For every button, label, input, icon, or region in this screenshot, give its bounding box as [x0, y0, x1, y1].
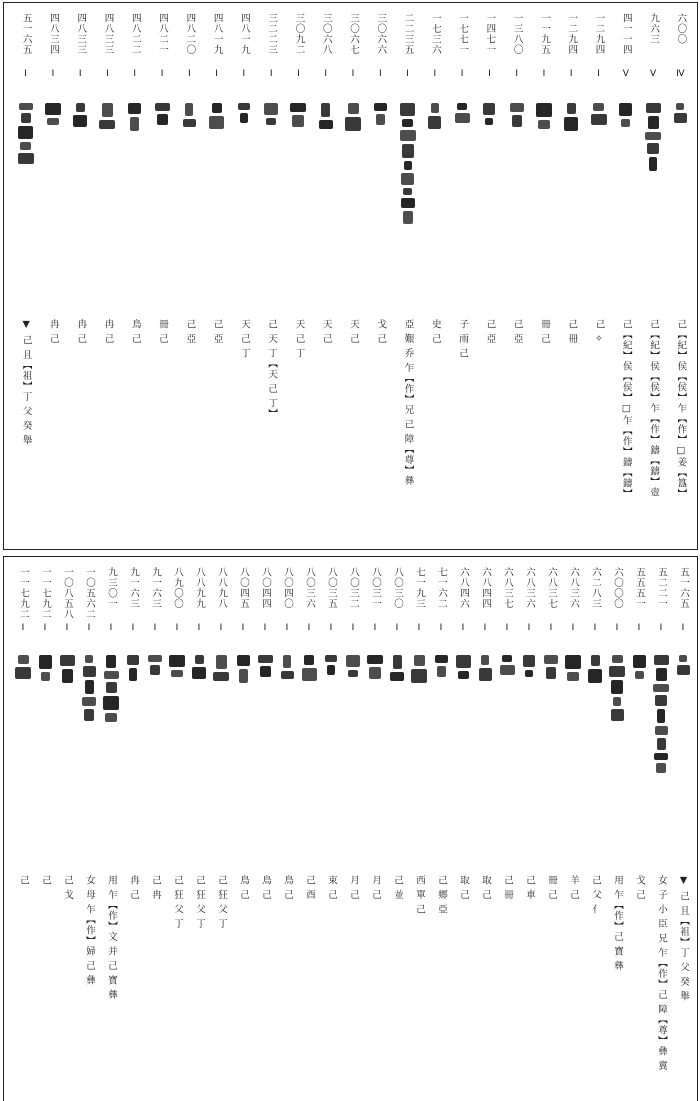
table-row: [82, 557, 96, 1101]
period-numeral: Ⅰ: [260, 623, 270, 634]
catalog-number: 八〇三二: [348, 567, 359, 609]
transcription: 冊 己: [546, 875, 557, 901]
bronze-inscription-glyph-icon: [123, 655, 143, 684]
bronze-inscription-glyph-icon: [409, 655, 429, 686]
period-numeral: Ⅰ: [40, 623, 50, 634]
bronze-inscription-glyph-icon: [234, 103, 254, 126]
transcription: 己: [40, 875, 51, 886]
catalog-number: 八八九八: [216, 567, 227, 609]
bronze-inscription-glyph-icon: [70, 103, 90, 130]
catalog-number: 一三八〇: [511, 13, 523, 55]
catalog-number: 四八三四: [47, 13, 59, 55]
table-row: [373, 3, 387, 549]
period-numeral: Ⅰ: [320, 69, 331, 80]
transcription: 己【紀】侯【侯】乍【作】□姜【簋】: [675, 319, 687, 499]
table-row: [646, 3, 660, 549]
bronze-inscription-glyph-icon: [343, 655, 363, 680]
bronze-inscription-glyph-icon: [43, 103, 63, 128]
table-row: [302, 557, 316, 1101]
table-row: [60, 557, 74, 1101]
catalog-number: 六八三七: [546, 567, 557, 609]
transcription: 己【紀】侯【侯】□乍【作】鑄【鑄】: [620, 319, 632, 499]
table-row: [610, 557, 624, 1101]
transcription: 取 己: [480, 875, 491, 901]
bronze-inscription-glyph-icon: [13, 655, 33, 682]
period-numeral: Ⅰ: [502, 623, 512, 634]
table-row: [544, 557, 558, 1101]
table-row: [456, 557, 470, 1101]
bronze-inscription-glyph-icon: [534, 103, 554, 132]
period-numeral: Ⅰ: [414, 623, 424, 634]
catalog-number: 六〇〇: [675, 13, 687, 45]
table-row: [592, 3, 606, 549]
period-numeral: Ⅰ: [172, 623, 182, 634]
table-row: [368, 557, 382, 1101]
period-numeral: Ⅰ: [348, 623, 358, 634]
table-row: [214, 557, 228, 1101]
table-row: [676, 557, 690, 1101]
catalog-number: 六八三七: [502, 567, 513, 609]
period-numeral: Ⅰ: [20, 69, 31, 80]
period-numeral: Ⅰ: [326, 623, 336, 634]
bronze-inscription-glyph-icon: [507, 103, 527, 130]
period-numeral: Ⅰ: [106, 623, 116, 634]
catalog-number: 八〇三〇: [392, 567, 403, 609]
period-numeral: Ⅰ: [150, 623, 160, 634]
transcription: 己 狂 父 丁: [194, 875, 205, 930]
catalog-number: 一七三六: [429, 13, 441, 55]
transcription: 冉 己: [75, 319, 87, 345]
period-numeral: Ⅰ: [304, 623, 314, 634]
catalog-number: 八〇四四: [260, 567, 271, 609]
bronze-inscription-glyph-icon: [563, 655, 583, 684]
bronze-inscription-glyph-icon: [343, 103, 363, 134]
bronze-inscription-glyph-icon: [125, 103, 145, 134]
bronze-inscription-glyph-icon: [261, 103, 281, 128]
period-numeral: Ⅰ: [392, 623, 402, 634]
catalog-number: 三〇九二: [293, 13, 305, 55]
bronze-inscription-glyph-icon: [643, 103, 663, 174]
period-numeral: Ⅰ: [47, 69, 58, 80]
bronze-inscription-glyph-icon: [79, 655, 99, 724]
table-row: [155, 3, 169, 549]
table-row: [38, 557, 52, 1101]
table-row: [390, 557, 404, 1101]
bronze-inscription-glyph-icon: [365, 655, 385, 682]
table-row: [478, 557, 492, 1101]
table-row: [632, 557, 646, 1101]
bronze-inscription-glyph-icon: [479, 103, 499, 128]
period-numeral: Ⅰ: [84, 623, 94, 634]
bronze-inscription-glyph-icon: [152, 103, 172, 128]
catalog-number: 八〇三五: [326, 567, 337, 609]
period-numeral: Ⅰ: [238, 623, 248, 634]
table-row: [280, 557, 294, 1101]
transcription: 己: [18, 875, 29, 886]
table-row: [210, 3, 224, 549]
transcription: 己 父 亻: [590, 875, 601, 915]
table-row: [455, 3, 469, 549]
bronze-inscription-glyph-icon: [519, 655, 539, 680]
bronze-inscription-glyph-icon: [35, 655, 55, 684]
period-numeral: Ⅰ: [457, 69, 468, 80]
period-numeral: Ⅰ: [370, 623, 380, 634]
bronze-inscription-glyph-icon: [321, 655, 341, 678]
transcription: 戈 己: [634, 875, 645, 901]
transcription: 羊 己: [568, 875, 579, 901]
period-numeral: Ⅰ: [75, 69, 86, 80]
catalog-number: 八〇四五: [238, 567, 249, 609]
period-numeral: Ⅰ: [216, 623, 226, 634]
period-numeral: Ⅰ: [266, 69, 277, 80]
period-numeral: Ⅰ: [62, 623, 72, 634]
transcription: 己 狂 父 丁: [216, 875, 227, 930]
table-row: [588, 557, 602, 1101]
transcription: 戈 己: [375, 319, 387, 345]
transcription: 鳥 己: [260, 875, 271, 901]
bronze-inscription-glyph-icon: [629, 655, 649, 682]
catalog-number: 六八四六: [458, 567, 469, 609]
period-numeral: Ⅰ: [678, 623, 688, 634]
catalog-number: 四一一四: [620, 13, 632, 55]
table-row: [673, 3, 687, 549]
catalog-number: 六八三六: [568, 567, 579, 609]
catalog-number: 四八三三: [102, 13, 114, 55]
catalog-number: 八〇三一: [370, 567, 381, 609]
transcription: 鳥 己: [282, 875, 293, 901]
period-numeral: Ⅰ: [429, 69, 440, 80]
catalog-number: 三二二三: [266, 13, 278, 55]
period-numeral: Ⅰ: [375, 69, 386, 80]
period-numeral: Ⅴ: [620, 69, 631, 80]
catalog-number: 六八四四: [480, 567, 491, 609]
table-row: [291, 3, 305, 549]
table-row: [264, 3, 278, 549]
table-row: [319, 3, 333, 549]
transcription: 天 己: [320, 319, 332, 345]
transcription: 己 戈: [62, 875, 73, 901]
transcription: ▼ 己 且【祖】丁 父 癸 舉: [678, 875, 689, 1002]
transcription: ▼ 己 且【祖】丁 父 癸 舉: [20, 319, 32, 446]
period-numeral: Ⅳ: [675, 69, 686, 80]
transcription: 己 車: [524, 875, 535, 901]
catalog-number: 四八一九: [211, 13, 223, 55]
transcription: 天 己 丁: [293, 319, 305, 359]
table-row: [73, 3, 87, 549]
catalog-number: 三〇六八: [320, 13, 332, 55]
period-numeral: Ⅰ: [566, 69, 577, 80]
catalog-number: 四八三三: [75, 13, 87, 55]
transcription: 己 亞: [484, 319, 496, 345]
catalog-number: 七一六二: [436, 567, 447, 609]
bronze-inscription-glyph-icon: [57, 655, 77, 686]
bronze-inscription-glyph-icon: [255, 655, 275, 680]
catalog-number: 一二九四: [593, 13, 605, 55]
bronze-inscription-glyph-icon: [651, 655, 671, 776]
table-row: [346, 557, 360, 1101]
table-row: [500, 557, 514, 1101]
table-row: [126, 557, 140, 1101]
transcription: 己 天 丁【天 己 丁】: [266, 319, 278, 420]
period-numeral: Ⅰ: [634, 623, 644, 634]
period-numeral: Ⅰ: [656, 623, 666, 634]
transcription: 亞 艱 乔 乍【作】兄 己 障【尊】彝: [402, 319, 414, 487]
catalog-number: 四八一九: [238, 13, 250, 55]
period-numeral: Ⅴ: [648, 69, 659, 80]
table-row: [19, 3, 33, 549]
transcription: 冊 己: [538, 319, 550, 345]
catalog-number: 二二三五: [402, 13, 414, 55]
bronze-inscription-glyph-icon: [387, 655, 407, 684]
period-numeral: Ⅰ: [402, 69, 413, 80]
transcription: 西 單 己: [414, 875, 425, 915]
period-numeral: Ⅰ: [128, 623, 138, 634]
catalog-number: 八八九九: [194, 567, 205, 609]
table-row: [346, 3, 360, 549]
transcription: 子 雨 己: [457, 319, 469, 359]
catalog-number: 九三〇一: [106, 567, 117, 609]
catalog-number: 九一六三: [128, 567, 139, 609]
period-numeral: Ⅰ: [590, 623, 600, 634]
catalog-number: 九六三: [648, 13, 660, 45]
catalog-number: 一二九四: [566, 13, 578, 55]
catalog-number: 一七七一: [457, 13, 469, 55]
bronze-inscription-glyph-icon: [541, 655, 561, 682]
catalog-number: 一一七九二: [40, 567, 51, 620]
table-row: [564, 3, 578, 549]
period-numeral: Ⅰ: [593, 69, 604, 80]
transcription: 用 乍【作】文 并 己 寶 彝: [106, 875, 117, 1001]
transcription: 己 鄉 亞: [436, 875, 447, 915]
transcription: 束 己: [326, 875, 337, 901]
period-numeral: Ⅰ: [524, 623, 534, 634]
catalog-number: 八九〇〇: [172, 567, 183, 609]
transcription: 己【紀】侯【侯】乍【作】鑄【鑄】壺: [648, 319, 660, 498]
transcription: 月 己: [370, 875, 381, 901]
period-numeral: Ⅰ: [612, 623, 622, 634]
catalog-number: 四八二一: [157, 13, 169, 55]
bronze-inscription-glyph-icon: [589, 103, 609, 128]
table-row: [434, 557, 448, 1101]
catalog-number: 五一六五: [20, 13, 32, 55]
transcription: 鳥 己: [129, 319, 141, 345]
bronze-inscription-glyph-icon: [370, 103, 390, 128]
table-row: [128, 3, 142, 549]
transcription: 己 狂 父 丁: [172, 875, 183, 930]
bronze-inscription-glyph-icon: [101, 655, 121, 725]
table-row: [412, 557, 426, 1101]
bronze-inscription-glyph-icon: [299, 655, 319, 684]
table-row: [510, 3, 524, 549]
catalog-number: 一一七九二: [18, 567, 29, 620]
transcription: 己 冊: [502, 875, 513, 901]
period-numeral: Ⅰ: [293, 69, 304, 80]
table-row: [237, 3, 251, 549]
transcription: 冉 己: [128, 875, 139, 901]
transcription: 己 冊: [566, 319, 578, 345]
period-numeral: Ⅰ: [282, 623, 292, 634]
bronze-inscription-glyph-icon: [398, 103, 418, 227]
table-row: [16, 557, 30, 1101]
bronze-inscription-glyph-icon: [425, 103, 445, 132]
period-numeral: Ⅰ: [102, 69, 113, 80]
catalog-number: 九一六三: [150, 567, 161, 609]
bronze-inscription-glyph-icon: [189, 655, 209, 682]
bronze-inscription-glyph-icon: [497, 655, 517, 678]
period-numeral: Ⅰ: [238, 69, 249, 80]
period-numeral: Ⅰ: [480, 623, 490, 634]
bronze-inscription-glyph-icon: [316, 103, 336, 132]
bronze-inscription-glyph-icon: [670, 103, 690, 126]
catalog-number: 三〇六六: [375, 13, 387, 55]
bronze-inscription-glyph-icon: [288, 103, 308, 130]
transcription: 鳥 己: [238, 875, 249, 901]
transcription: 冉 己: [47, 319, 59, 345]
bronze-inscription-glyph-icon: [452, 103, 472, 126]
bronze-inscription-glyph-icon: [431, 655, 451, 680]
catalog-number: 八〇三六: [304, 567, 315, 609]
bronze-inscription-glyph-icon: [16, 103, 36, 167]
table-row: [148, 557, 162, 1101]
bronze-inscription-glyph-icon: [673, 655, 693, 678]
bronze-inscription-glyph-icon: [97, 103, 117, 132]
transcription: 用 乍【作】己 寶 彝: [612, 875, 623, 972]
catalog-number: 七一九三: [414, 567, 425, 609]
bronze-inscription-glyph-icon: [561, 103, 581, 134]
transcription: 己 亞: [511, 319, 523, 345]
bronze-inscription-glyph-icon: [585, 655, 605, 686]
transcription: 己 ✧: [593, 319, 605, 346]
transcription: 冉 己: [102, 319, 114, 345]
period-numeral: Ⅰ: [484, 69, 495, 80]
table-row: [192, 557, 206, 1101]
table-row: [324, 557, 338, 1101]
period-numeral: Ⅰ: [211, 69, 222, 80]
catalog-number: 三〇六七: [348, 13, 359, 55]
bronze-inscription-glyph-icon: [179, 103, 199, 130]
catalog-number: 六八三六: [524, 567, 535, 609]
table-row: [104, 557, 118, 1101]
transcription: 天 己 丁: [238, 319, 250, 359]
transcription: 取 己: [458, 875, 469, 901]
transcription: 己 亞: [184, 319, 196, 345]
table-row: [401, 3, 415, 549]
catalog-number: 四八二二: [129, 13, 141, 55]
transcription: 冊 己: [157, 319, 169, 345]
period-numeral: Ⅰ: [184, 69, 195, 80]
table-row: [654, 557, 668, 1101]
catalog-number: 一〇五六二: [84, 567, 95, 620]
transcription: 己 冉: [150, 875, 161, 901]
period-numeral: Ⅰ: [348, 69, 358, 80]
catalog-number: 四八二〇: [184, 13, 196, 55]
transcription: 女 母 乍【作】婦 己 彝: [84, 875, 95, 986]
catalog-number: 五二二一: [656, 567, 667, 609]
bronze-inscription-glyph-icon: [607, 655, 627, 724]
table-row: [428, 3, 442, 549]
table-row: [566, 557, 580, 1101]
table-row: [537, 3, 551, 549]
table-panel-bottom: [3, 556, 698, 1101]
transcription: 史 己: [429, 319, 441, 345]
catalog-number: 八〇四〇: [282, 567, 293, 609]
period-numeral: Ⅰ: [18, 623, 28, 634]
catalog-number: 五一六五: [678, 567, 689, 609]
bronze-inscription-glyph-icon: [277, 655, 297, 682]
table-row: [482, 3, 496, 549]
table-row: [522, 557, 536, 1101]
catalog-number: 一〇八五八: [62, 567, 73, 620]
bronze-inscription-glyph-icon: [211, 655, 231, 684]
bronze-inscription-glyph-icon: [453, 655, 473, 682]
transcription: 月 己: [348, 875, 359, 901]
table-row: [258, 557, 272, 1101]
bronze-inscription-glyph-icon: [616, 103, 636, 130]
transcription: 己 酉: [304, 875, 315, 901]
transcription: 女 子 小 臣 兄 乍【作】己 障【尊】彝 冀: [656, 875, 667, 1072]
period-numeral: Ⅰ: [538, 69, 549, 80]
period-numeral: Ⅰ: [157, 69, 168, 80]
table-row: [236, 557, 250, 1101]
bronze-inscription-glyph-icon: [207, 103, 227, 132]
catalog-number: 一一九五: [538, 13, 550, 55]
period-numeral: Ⅰ: [194, 623, 204, 634]
catalog-number: 六〇〇〇: [612, 567, 623, 609]
period-numeral: Ⅰ: [546, 623, 556, 634]
bronze-inscription-glyph-icon: [475, 655, 495, 684]
table-row: [46, 3, 60, 549]
table-row: [100, 3, 114, 549]
period-numeral: Ⅰ: [436, 623, 446, 634]
period-numeral: Ⅰ: [129, 69, 140, 80]
transcription: 天 己: [348, 319, 359, 345]
catalog-number: 一四七一: [484, 13, 496, 55]
bronze-inscription-glyph-icon: [145, 655, 165, 678]
table-row: [619, 3, 633, 549]
table-panel-top: [3, 2, 698, 550]
period-numeral: Ⅰ: [511, 69, 522, 80]
bronze-inscription-glyph-icon: [233, 655, 253, 686]
catalog-number: 六二八三: [590, 567, 601, 609]
catalog-number: 五五五一: [634, 567, 645, 609]
transcription: 己 並: [392, 875, 403, 901]
period-numeral: Ⅰ: [568, 623, 578, 634]
transcription: 己 亞: [211, 319, 223, 345]
table-row: [182, 3, 196, 549]
bronze-inscription-glyph-icon: [167, 655, 187, 680]
period-numeral: Ⅰ: [458, 623, 468, 634]
table-row: [170, 557, 184, 1101]
